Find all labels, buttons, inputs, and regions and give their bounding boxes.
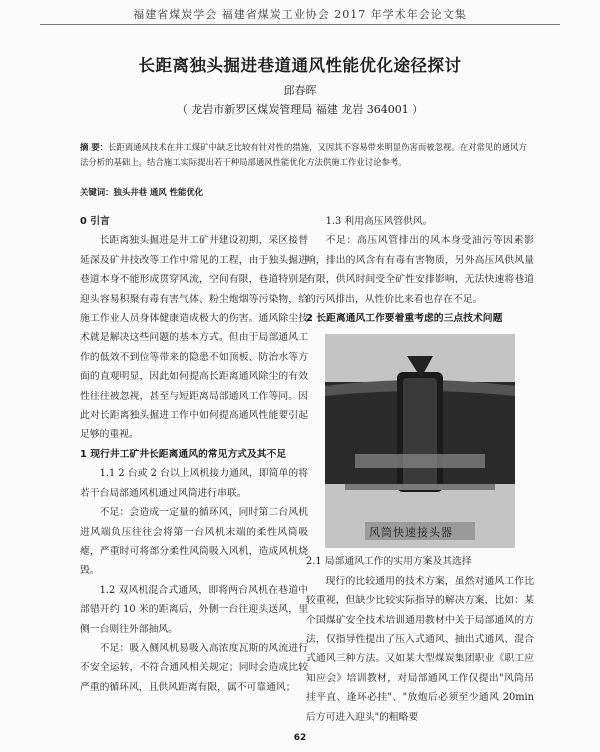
figure-caption: 2.1 局部通风工作的实用方案及其选择 (306, 556, 472, 568)
section-2-heading: 2 长距离通风工作要着重考虑的三点技术问题 (306, 313, 503, 325)
abstract (80, 140, 530, 170)
abstract-label: 摘 要： (80, 142, 109, 152)
abstract-text: 长距离通风技术在井工煤矿中缺乏比较有针对性的措施，又因其不容易带来明显伤害而被忽视。在对常见的通风方法分析的基础上，结合施工实际提出若干种局部通风性能优化方法供施工作业讨论参考。 (80, 142, 527, 167)
left-column (80, 212, 308, 697)
section-0-paragraph: 长距离独头掘进是井工矿井建设初期、采区接替延深及矿井技改等工作中常见的工程，由于独头掘进巷道本身不能形成贯穿风流，空间有限，巷道特别是迎头容易积聚有毒有害气体、粉尘炮烟等污染物，给施工作业人员身体健康造成极大的伤害。通风除尘技术就是解决这些问题的基本方式。但由于局部通风工作的低效不到位等带来的隐患不如顶板、防治水等方面的直观明显，因此如何提高长距离通风除尘的有效性往往被忽视，甚至与短距离局部通风工作等同。因此对长距离独头掘进工作中如何提高通风性能要引起足够的重视。 (80, 235, 308, 441)
section-0-heading: 0 引言 (80, 216, 110, 227)
item-1-2-shortcoming: 不足：吸入侧风机易吸入高浓度瓦斯的风流进行不安全运转，不符合通风相关规定；同时会造成比较严重的循环风，且供风距离有限，属不可靠通风； (80, 642, 308, 693)
item-1-1: 1.1 2 台或 2 台以上风机接力通风，即简单的将若干台局部通风机通过风筒进行串联。 (80, 468, 308, 499)
affiliation: （ 龙岩市新罗区煤炭管理局 福建 龙岩 364001 ） (176, 103, 424, 116)
figure-label: 风筒快速接头器 (369, 526, 453, 540)
running-header: 福建省煤炭学会 福建省煤炭工业协会 2017 年学术年会论文集 (133, 8, 467, 21)
duct-connector-photo (325, 334, 515, 548)
item-1-3: 1.3 利用高压风管供风。 (325, 216, 433, 227)
section-2-1-paragraph: 现行的比较通用的技术方案，虽然对通风工作比较重视，但缺少比较实际指导的解决方案，比如：某个国煤矿安全技术培训通用教材中关于局部通风的方法，仅指导性提出了压入式通风、抽出式通风、混合式通风三种方法。又如某大型煤炭集团职业《职工应知应会》培训教材，对局部通风工作仅提出"风筒吊挂平直、逢环必挂"、"放炮后必须至少通风 20min后方可进入迎头"的粗略要 (306, 575, 534, 723)
author: 邱春晖 (283, 84, 317, 97)
paper-title: 长距离独头掘进巷道通风性能优化途径探讨 (138, 56, 462, 75)
header-rule (40, 24, 560, 25)
item-1-2: 1.2 双风机混合式通风，即将两台风机在巷道中部错开约 10 米的距离后，外侧一台往迎头送风，里侧一台则往外部抽风。 (80, 584, 308, 635)
keywords-text: 独头井巷 通风 性能优化 (113, 187, 204, 197)
section-1-heading: 1 现行井工矿井长距离通风的常见方式及其不足 (80, 448, 287, 460)
page-number: 62 (293, 733, 307, 743)
keywords (80, 186, 203, 198)
item-1-1-shortcoming: 不足：会造成一定量的循环风，同时第二台风机进风端负压往往会将第一台风机末端的柔性风筒吸瘪，严重时可将部分柔性风筒吸入风机，造成风机烧毁。 (80, 507, 308, 577)
right-column (306, 212, 534, 727)
duct-connector-illustration (325, 334, 515, 548)
keywords-label: 关键词： (80, 187, 114, 197)
item-1-3-shortcoming: 不足：高压风管排出的风本身受油污等因素影响，排出的风含有有毒有害物质，另外高压风供风量有限，供风时间受全矿性安排影响，无法快速将巷道的污风排出，从性价比来看也存在不足。 (306, 235, 534, 305)
